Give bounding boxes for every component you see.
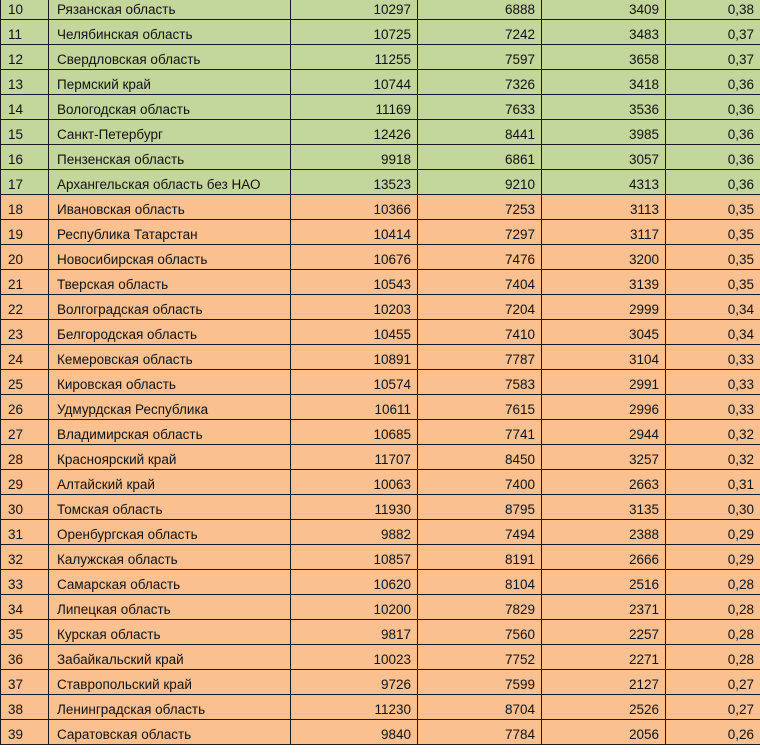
ratio-cell[interactable]: 0,32 — [666, 420, 760, 445]
value-2-cell[interactable]: 8191 — [418, 545, 542, 570]
table-row — [1, 570, 760, 595]
value-2-cell[interactable]: 7560 — [418, 620, 542, 645]
value-1-cell[interactable]: 9840 — [291, 720, 418, 745]
row-number-cell[interactable]: 17 — [1, 170, 49, 195]
value-3-cell[interactable]: 3135 — [542, 495, 666, 520]
table-row — [1, 20, 760, 45]
region-name-cell[interactable]: Алтайский край — [49, 470, 291, 495]
value-1-cell[interactable]: 10543 — [291, 270, 418, 295]
table-row — [1, 395, 760, 420]
region-name-cell[interactable]: Архангельская область без НАО — [49, 170, 291, 195]
row-number-cell[interactable]: 30 — [1, 495, 49, 520]
table-row — [1, 420, 760, 445]
value-3-cell[interactable]: 4313 — [542, 170, 666, 195]
region-name-cell[interactable]: Самарская область — [49, 570, 291, 595]
value-2-cell[interactable]: 7741 — [418, 420, 542, 445]
table-row — [1, 470, 760, 495]
value-1-cell[interactable]: 10857 — [291, 545, 418, 570]
value-2-cell[interactable]: 7404 — [418, 270, 542, 295]
value-3-cell[interactable]: 2127 — [542, 670, 666, 695]
table-row — [1, 295, 760, 320]
ratio-cell[interactable]: 0,26 — [666, 720, 760, 745]
value-1-cell[interactable]: 10676 — [291, 245, 418, 270]
value-2-cell[interactable]: 7583 — [418, 370, 542, 395]
ratio-cell[interactable]: 0,33 — [666, 345, 760, 370]
region-name-cell[interactable]: Ставропольский край — [49, 670, 291, 695]
value-3-cell[interactable]: 2516 — [542, 570, 666, 595]
region-name-cell[interactable]: Кировская область — [49, 370, 291, 395]
table-row — [1, 320, 760, 345]
row-number-cell[interactable]: 18 — [1, 195, 49, 220]
ratio-cell[interactable]: 0,36 — [666, 70, 760, 95]
value-2-cell[interactable]: 7615 — [418, 395, 542, 420]
table-row — [1, 0, 760, 20]
value-1-cell[interactable]: 9817 — [291, 620, 418, 645]
value-2-cell[interactable]: 7253 — [418, 195, 542, 220]
region-name-cell[interactable]: Кемеровская область — [49, 345, 291, 370]
table-row — [1, 70, 760, 95]
ratio-cell[interactable]: 0,33 — [666, 370, 760, 395]
value-1-cell[interactable]: 9918 — [291, 145, 418, 170]
value-1-cell[interactable]: 11169 — [291, 95, 418, 120]
table-body — [1, 0, 760, 745]
value-2-cell[interactable]: 7297 — [418, 220, 542, 245]
row-number-cell[interactable]: 39 — [1, 720, 49, 745]
ratio-cell[interactable]: 0,37 — [666, 45, 760, 70]
ratio-cell[interactable]: 0,28 — [666, 595, 760, 620]
region-name-cell[interactable]: Ленинградская область — [49, 695, 291, 720]
table-row — [1, 120, 760, 145]
table-row — [1, 245, 760, 270]
row-number-cell[interactable]: 32 — [1, 545, 49, 570]
row-number-cell[interactable]: 16 — [1, 145, 49, 170]
value-1-cell[interactable]: 10366 — [291, 195, 418, 220]
value-1-cell[interactable]: 11255 — [291, 45, 418, 70]
value-3-cell[interactable]: 3658 — [542, 45, 666, 70]
region-name-cell[interactable]: Тверская область — [49, 270, 291, 295]
value-1-cell[interactable]: 13523 — [291, 170, 418, 195]
region-name-cell[interactable]: Забайкальский край — [49, 645, 291, 670]
table-row — [1, 720, 760, 745]
value-1-cell[interactable]: 10611 — [291, 395, 418, 420]
row-number-cell[interactable]: 28 — [1, 445, 49, 470]
table-row — [1, 95, 760, 120]
row-number-cell[interactable]: 22 — [1, 295, 49, 320]
row-number-cell[interactable]: 24 — [1, 345, 49, 370]
row-number-cell[interactable]: 13 — [1, 70, 49, 95]
value-2-cell[interactable]: 7242 — [418, 20, 542, 45]
table-row — [1, 645, 760, 670]
value-2-cell[interactable]: 7476 — [418, 245, 542, 270]
region-name-cell[interactable]: Вологодская область — [49, 95, 291, 120]
value-3-cell[interactable]: 3104 — [542, 345, 666, 370]
value-3-cell[interactable]: 2056 — [542, 720, 666, 745]
value-1-cell[interactable]: 11930 — [291, 495, 418, 520]
row-number-cell[interactable]: 35 — [1, 620, 49, 645]
value-2-cell[interactable]: 7829 — [418, 595, 542, 620]
ratio-cell[interactable]: 0,27 — [666, 670, 760, 695]
region-name-cell[interactable]: Удмурдская Республика — [49, 395, 291, 420]
value-3-cell[interactable]: 2996 — [542, 395, 666, 420]
ratio-cell[interactable]: 0,34 — [666, 320, 760, 345]
region-name-cell[interactable]: Челябинская область — [49, 20, 291, 45]
value-2-cell[interactable]: 8704 — [418, 695, 542, 720]
row-number-cell[interactable]: 23 — [1, 320, 49, 345]
table-row — [1, 170, 760, 195]
value-3-cell[interactable]: 3536 — [542, 95, 666, 120]
region-name-cell[interactable]: Томская область — [49, 495, 291, 520]
row-number-cell[interactable]: 36 — [1, 645, 49, 670]
value-2-cell[interactable]: 7752 — [418, 645, 542, 670]
value-2-cell[interactable]: 8104 — [418, 570, 542, 595]
row-number-cell[interactable]: 25 — [1, 370, 49, 395]
ratio-cell[interactable]: 0,35 — [666, 220, 760, 245]
value-3-cell[interactable]: 2991 — [542, 370, 666, 395]
value-1-cell[interactable]: 10297 — [291, 0, 418, 20]
region-name-cell[interactable]: Пермский край — [49, 70, 291, 95]
ratio-cell[interactable]: 0,30 — [666, 495, 760, 520]
row-number-cell[interactable]: 33 — [1, 570, 49, 595]
value-3-cell[interactable]: 3045 — [542, 320, 666, 345]
row-number-cell[interactable]: 21 — [1, 270, 49, 295]
table-row — [1, 520, 760, 545]
value-2-cell[interactable]: 7599 — [418, 670, 542, 695]
value-3-cell[interactable]: 3483 — [542, 20, 666, 45]
ratio-cell[interactable]: 0,28 — [666, 645, 760, 670]
value-3-cell[interactable]: 3117 — [542, 220, 666, 245]
value-1-cell[interactable]: 10023 — [291, 645, 418, 670]
value-2-cell[interactable]: 6861 — [418, 145, 542, 170]
value-2-cell[interactable]: 7410 — [418, 320, 542, 345]
value-2-cell[interactable]: 8441 — [418, 120, 542, 145]
table-row — [1, 270, 760, 295]
value-1-cell[interactable]: 10744 — [291, 70, 418, 95]
row-number-cell[interactable]: 15 — [1, 120, 49, 145]
table-row — [1, 695, 760, 720]
value-3-cell[interactable]: 2944 — [542, 420, 666, 445]
table-row — [1, 545, 760, 570]
region-name-cell[interactable]: Белгородская область — [49, 320, 291, 345]
value-2-cell[interactable]: 7597 — [418, 45, 542, 70]
table-row — [1, 445, 760, 470]
row-number-cell[interactable]: 14 — [1, 95, 49, 120]
ratio-cell[interactable]: 0,35 — [666, 245, 760, 270]
table-row — [1, 670, 760, 695]
row-number-cell[interactable]: 12 — [1, 45, 49, 70]
value-3-cell[interactable]: 2999 — [542, 295, 666, 320]
table-row — [1, 495, 760, 520]
table-row — [1, 620, 760, 645]
value-1-cell[interactable]: 10200 — [291, 595, 418, 620]
value-2-cell[interactable]: 9210 — [418, 170, 542, 195]
row-number-cell[interactable]: 20 — [1, 245, 49, 270]
value-1-cell[interactable]: 10620 — [291, 570, 418, 595]
table-row — [1, 595, 760, 620]
value-1-cell[interactable]: 10063 — [291, 470, 418, 495]
row-number-cell[interactable]: 37 — [1, 670, 49, 695]
value-2-cell[interactable]: 7633 — [418, 95, 542, 120]
row-number-cell[interactable]: 27 — [1, 420, 49, 445]
value-3-cell[interactable]: 3057 — [542, 145, 666, 170]
region-name-cell[interactable]: Курская область — [49, 620, 291, 645]
table-row — [1, 195, 760, 220]
table-row — [1, 370, 760, 395]
value-3-cell[interactable]: 3985 — [542, 120, 666, 145]
ratio-cell[interactable]: 0,27 — [666, 695, 760, 720]
row-number-cell[interactable]: 10 — [1, 0, 49, 20]
region-name-cell[interactable]: Владимирская область — [49, 420, 291, 445]
value-2-cell[interactable]: 7784 — [418, 720, 542, 745]
row-number-cell[interactable]: 11 — [1, 20, 49, 45]
table-row — [1, 145, 760, 170]
row-number-cell[interactable]: 29 — [1, 470, 49, 495]
region-name-cell[interactable]: Республика Татарстан — [49, 220, 291, 245]
value-3-cell[interactable]: 3257 — [542, 445, 666, 470]
ratio-cell[interactable]: 0,32 — [666, 445, 760, 470]
row-number-cell[interactable]: 38 — [1, 695, 49, 720]
ratio-cell[interactable]: 0,35 — [666, 195, 760, 220]
value-1-cell[interactable]: 12426 — [291, 120, 418, 145]
table-row — [1, 220, 760, 245]
ratio-cell[interactable]: 0,36 — [666, 145, 760, 170]
value-1-cell[interactable]: 11230 — [291, 695, 418, 720]
region-name-cell[interactable]: Липецкая область — [49, 595, 291, 620]
value-1-cell[interactable]: 10574 — [291, 370, 418, 395]
value-3-cell[interactable]: 2526 — [542, 695, 666, 720]
value-2-cell[interactable]: 8450 — [418, 445, 542, 470]
value-1-cell[interactable]: 9882 — [291, 520, 418, 545]
value-2-cell[interactable]: 6888 — [418, 0, 542, 20]
row-number-cell[interactable]: 19 — [1, 220, 49, 245]
value-3-cell[interactable]: 2666 — [542, 545, 666, 570]
value-3-cell[interactable]: 2371 — [542, 595, 666, 620]
ratio-cell[interactable]: 0,35 — [666, 270, 760, 295]
ratio-cell[interactable]: 0,38 — [666, 0, 760, 20]
value-2-cell[interactable]: 7326 — [418, 70, 542, 95]
value-3-cell[interactable]: 3113 — [542, 195, 666, 220]
region-name-cell[interactable]: Красноярский край — [49, 445, 291, 470]
ratio-cell[interactable]: 0,37 — [666, 20, 760, 45]
ratio-cell[interactable]: 0,29 — [666, 545, 760, 570]
value-1-cell[interactable]: 11707 — [291, 445, 418, 470]
table-row — [1, 345, 760, 370]
region-name-cell[interactable]: Рязанская область — [49, 0, 291, 20]
region-name-cell[interactable]: Новосибирская область — [49, 245, 291, 270]
ratio-cell[interactable]: 0,28 — [666, 620, 760, 645]
value-3-cell[interactable]: 2257 — [542, 620, 666, 645]
ratio-cell[interactable]: 0,28 — [666, 570, 760, 595]
value-2-cell[interactable]: 7204 — [418, 295, 542, 320]
ratio-cell[interactable]: 0,31 — [666, 470, 760, 495]
value-3-cell[interactable]: 2271 — [542, 645, 666, 670]
value-3-cell[interactable]: 3418 — [542, 70, 666, 95]
ratio-cell[interactable]: 0,29 — [666, 520, 760, 545]
value-1-cell[interactable]: 9726 — [291, 670, 418, 695]
row-number-cell[interactable]: 26 — [1, 395, 49, 420]
region-name-cell[interactable]: Санкт-Петербург — [49, 120, 291, 145]
value-2-cell[interactable]: 7400 — [418, 470, 542, 495]
row-number-cell[interactable]: 31 — [1, 520, 49, 545]
ratio-cell[interactable]: 0,36 — [666, 120, 760, 145]
value-3-cell[interactable]: 2388 — [542, 520, 666, 545]
value-3-cell[interactable]: 3200 — [542, 245, 666, 270]
value-3-cell[interactable]: 2663 — [542, 470, 666, 495]
table-row — [1, 45, 760, 70]
value-1-cell[interactable]: 10203 — [291, 295, 418, 320]
value-1-cell[interactable]: 10725 — [291, 20, 418, 45]
ratio-cell[interactable]: 0,34 — [666, 295, 760, 320]
region-name-cell[interactable]: Оренбургская область — [49, 520, 291, 545]
ratio-cell[interactable]: 0,36 — [666, 170, 760, 195]
value-1-cell[interactable]: 10685 — [291, 420, 418, 445]
ratio-cell[interactable]: 0,33 — [666, 395, 760, 420]
value-3-cell[interactable]: 3409 — [542, 0, 666, 20]
region-name-cell[interactable]: Саратовская область — [49, 720, 291, 745]
value-1-cell[interactable]: 10455 — [291, 320, 418, 345]
region-name-cell[interactable]: Свердловская область — [49, 45, 291, 70]
region-name-cell[interactable]: Калужская область — [49, 545, 291, 570]
row-number-cell[interactable]: 34 — [1, 595, 49, 620]
region-name-cell[interactable]: Пензенская область — [49, 145, 291, 170]
value-2-cell[interactable]: 7787 — [418, 345, 542, 370]
value-1-cell[interactable]: 10414 — [291, 220, 418, 245]
ratio-cell[interactable]: 0,36 — [666, 95, 760, 120]
region-name-cell[interactable]: Волгоградская область — [49, 295, 291, 320]
value-3-cell[interactable]: 3139 — [542, 270, 666, 295]
value-2-cell[interactable]: 8795 — [418, 495, 542, 520]
value-2-cell[interactable]: 7494 — [418, 520, 542, 545]
value-1-cell[interactable]: 10891 — [291, 345, 418, 370]
region-name-cell[interactable]: Ивановская область — [49, 195, 291, 220]
